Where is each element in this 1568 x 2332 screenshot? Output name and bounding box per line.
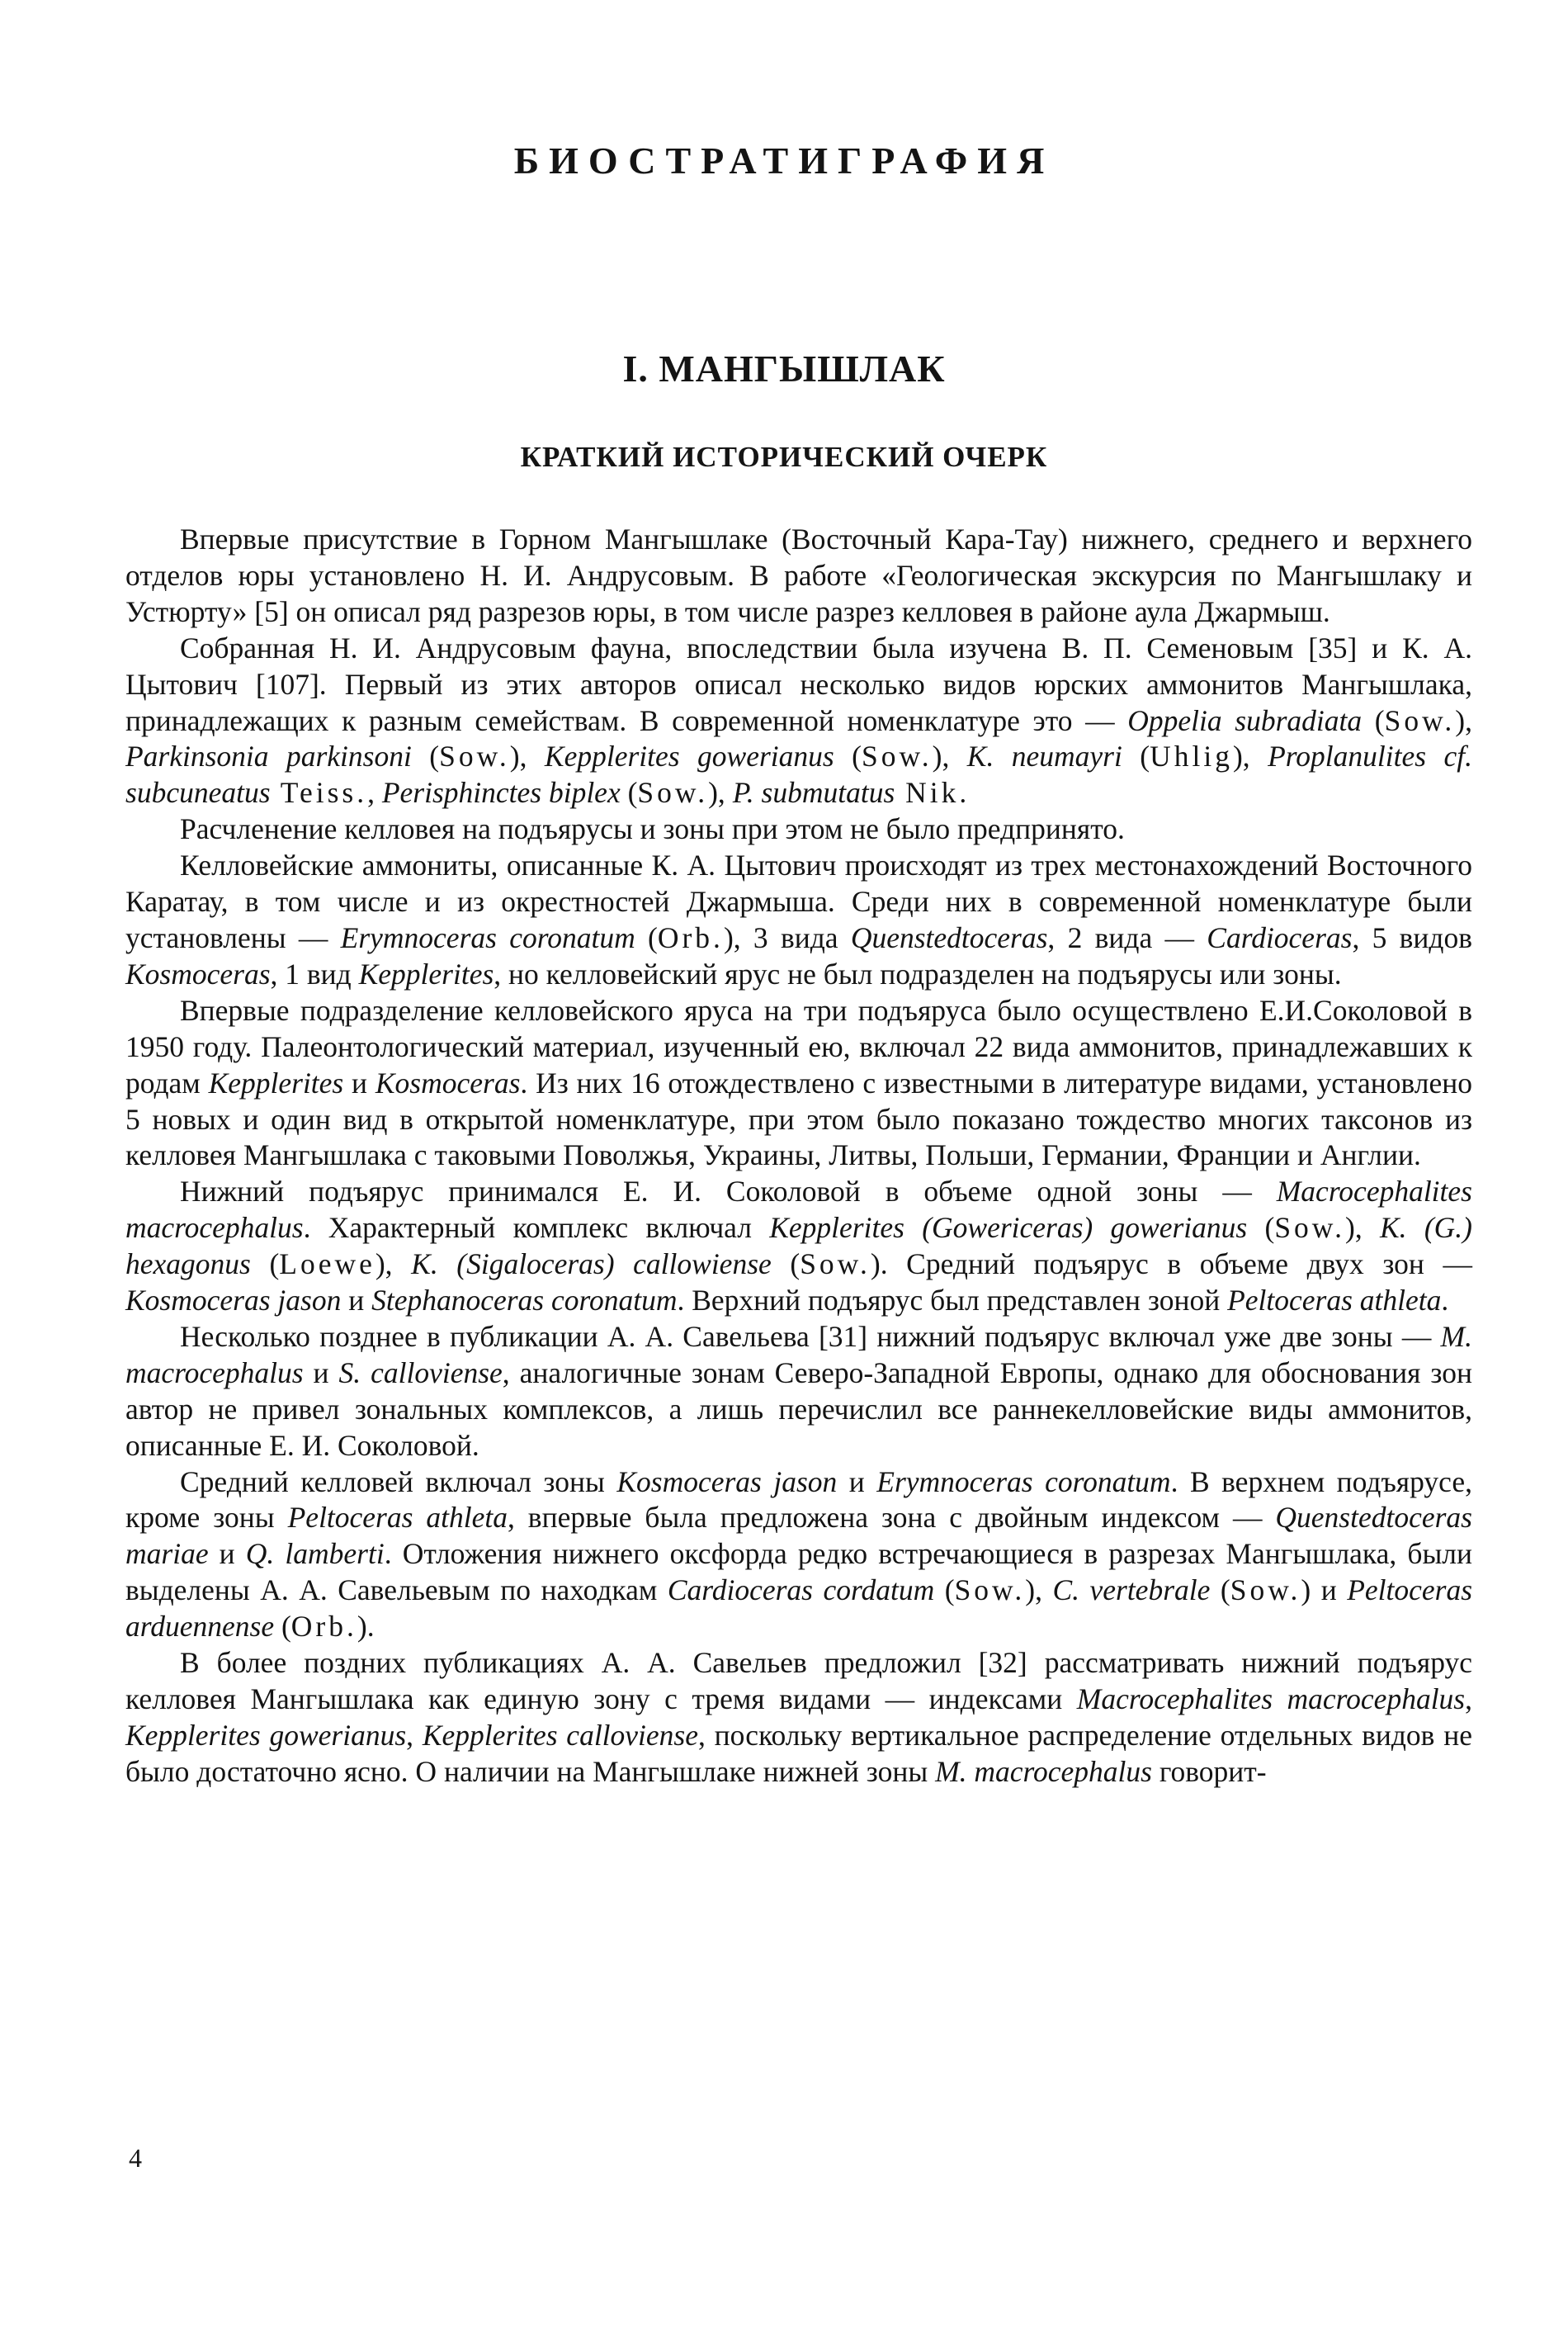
taxon-name: Peltoceras athleta [287, 1501, 508, 1535]
text-run: Келловейские аммониты, описанные К. А. Цытович происходят из трех местонахождений Восточного Каратау, в том числе и из окрестностей Джармыша. Среди них в современной номенклатуре были установлены — [125, 849, 1472, 954]
taxon-name: Erymnoceras coronatum [876, 1464, 1171, 1498]
taxon-name: Quenstedtoceras mariae [125, 1501, 1472, 1571]
author-name: Loewe [279, 1247, 375, 1281]
text-run: ), [1232, 740, 1268, 773]
text-run: ), [932, 740, 967, 773]
taxon-name: Kepplerites gowerianus [544, 740, 834, 773]
text-run: Средний келловей включал зоны [180, 1464, 617, 1498]
taxon-name: Cardioceras cordatum [667, 1573, 935, 1607]
author-name: Orb. [657, 920, 724, 954]
chapter-title: I. МАНГЫШЛАК [622, 348, 946, 390]
paragraph-5 [125, 993, 1472, 1175]
taxon-name: C. vertebrale [1052, 1573, 1211, 1607]
taxon-name: K. (Sigaloceras) callowiense [411, 1247, 772, 1281]
text-run: и [208, 1537, 246, 1571]
text-run: ), [1345, 1211, 1380, 1245]
text-run: ( [1210, 1573, 1230, 1607]
text-run: Собранная Н. И. Андрусовым фауна, впоследствии была изучена В. П. Семеновым [35] и К. А. Цытович [107]. Первый из этих авторов описал несколько видов юрских аммонитов Мангышлака, принадлежащих к разным семействам. В современной номенклатуре это — [125, 631, 1472, 737]
text-run: . Отложения нижнего оксфорда редко встречающиеся в разрезах Мангышлака, были выделены А. А. Савельевым по находкам [125, 1537, 1473, 1607]
text-run: . Из них 16 отождествлено с известными в литературе видами, установлено 5 новых и один вид в открытой номенклатуре, при этом было показано тождество многих таксонов из келловея Мангышлака с таковыми Поволжья, Украины, Литвы, Польши, Германии, Франции и Англии. [125, 1066, 1473, 1172]
text-run: ), [375, 1247, 412, 1281]
taxon-name: Kepplerites [358, 957, 494, 991]
text-run: В более поздних публикациях А. А. Савельев предложил [32] рассматривать нижний подъярус келловея Мангышлака как единую зону с тремя видами — индексами [125, 1646, 1472, 1715]
author-name: Sow. [439, 740, 510, 773]
text-run: ). Средний подъярус в объеме двух зон — [870, 1247, 1472, 1281]
taxon-name: Proplanulites cf. subcuneatus [125, 740, 1472, 810]
taxon-name: Kepplerites calloviense [422, 1718, 698, 1752]
text-run: ( [771, 1247, 801, 1281]
page-header-title: БИОСТРАТИГРАФИЯ [513, 140, 1055, 182]
text-run: говорит- [1151, 1754, 1267, 1788]
taxon-name: Oppelia subradiata [1127, 703, 1363, 737]
author-name: Sow. [800, 1247, 871, 1281]
taxon-name: P. submutatus [732, 776, 895, 810]
text-run: ( [620, 776, 638, 810]
taxon-name: Perisphinctes biplex [381, 776, 621, 810]
page-number: 4 [129, 2143, 142, 2173]
paragraph-4 [125, 848, 1472, 993]
taxon-name: Kepplerites gowerianus [125, 1718, 407, 1752]
author-name: Sow. [1274, 1211, 1346, 1245]
text-run: Впервые подразделение келловейского яруса на три подъяруса было осуществлено Е.И.Соколовой в 1950 году. Палеонтологический материал, изученный ею, включал 22 вида аммонитов, принадлежавших к родам [125, 993, 1472, 1100]
text-run: ). [357, 1610, 375, 1644]
text-run: ( [1122, 740, 1150, 773]
text-run: , [367, 776, 382, 810]
taxon-name: Kosmoceras jason [616, 1464, 838, 1498]
text-run: . [1441, 1284, 1449, 1317]
text-run: , [406, 1718, 423, 1752]
text-run: и [303, 1355, 339, 1389]
author-name: Orb. [290, 1610, 357, 1644]
text-run: ) и [1301, 1573, 1348, 1607]
text-run: . Характерный комплекс включал [303, 1211, 770, 1245]
text-run: . [959, 776, 967, 810]
author-name: Sow. [1384, 703, 1456, 737]
taxon-name: Parkinsonia parkinsoni [125, 740, 412, 773]
paragraph-7 [125, 1319, 1472, 1464]
taxon-name: Peltoceras athleta [1227, 1284, 1442, 1317]
text-run: и [837, 1464, 877, 1498]
taxon-name: M. macrocephalus [125, 1319, 1472, 1389]
paragraph-6 [125, 1174, 1472, 1319]
text-run: ( [635, 920, 658, 954]
author-name: Nik [895, 776, 960, 810]
text-run: ), [708, 776, 733, 810]
text-run: , 1 вид [270, 957, 359, 991]
taxon-name: Kosmoceras [375, 1066, 521, 1100]
section-title: КРАТКИЙ ИСТОРИЧЕСКИЙ ОЧЕРК [520, 441, 1048, 473]
text-run: ), [1455, 703, 1472, 737]
text-run: . В верхнем подъярусе, кроме зоны [125, 1464, 1472, 1535]
text-run: ( [411, 740, 440, 773]
text-run: ( [1247, 1211, 1275, 1245]
taxon-name: S. calloviense [338, 1355, 503, 1389]
taxon-name: K. (G.) hexagonus [125, 1211, 1472, 1281]
text-run: . Верхний подъярус был представлен зоной [677, 1284, 1228, 1317]
taxon-name: Erymnoceras coronatum [340, 920, 635, 954]
taxon-name: Kosmoceras jason [125, 1284, 342, 1317]
text-run: ( [1374, 703, 1385, 737]
taxon-name: M. macrocephalus [935, 1754, 1152, 1788]
taxon-name: Peltoceras arduennense [125, 1573, 1473, 1644]
text-run: ), 3 вида [723, 920, 851, 954]
taxon-name: Stephanoceras coronatum [371, 1284, 678, 1317]
text-run: , впервые была предложена зона с двойным индексом — [507, 1501, 1276, 1535]
text-run: и [341, 1284, 372, 1317]
taxon-name: Q. lamberti [245, 1537, 385, 1571]
paragraph-3: Расчленение келловея на подъярусы и зоны при этом не было предпринято. [180, 812, 1125, 846]
text-run: и [343, 1066, 375, 1100]
text-run: , 2 вида — [1047, 920, 1207, 954]
author-name: Sow. [954, 1573, 1026, 1607]
text-run: Несколько позднее в публикации А. А. Савельева [31] нижний подъярус включал уже две зоны — [180, 1319, 1441, 1353]
taxon-name: Kepplerites (Gowericeras) gowerianus [769, 1211, 1248, 1245]
paragraph-1: Впервые присутствие в Горном Мангышлаке (Восточный Кара-Тау) нижнего, среднего и верхнего отделов юры установлено Н. И. Андрусовым. В работе «Геологическая экскурсия по Мангышлаку и Устюрту» [5] он описал ряд разрезов юры, в том числе разрез келловея в районе аула Джармыш. [125, 523, 1472, 628]
taxon-name: Quenstedtoceras [850, 920, 1048, 954]
text-run: , аналогичные зонам Северо-Западной Европы, однако для обоснования зон автор не привел зональных комплексов, а лишь перечислил все раннекелловейские виды аммонитов, описанные Е. И. Соколовой. [125, 1355, 1472, 1462]
text-run: Нижний подъярус принимался Е. И. Соколовой в объеме одной зоны — [180, 1175, 1277, 1209]
text-run: ( [250, 1247, 280, 1281]
paragraph-9 [125, 1645, 1472, 1790]
text-run: ), [1025, 1573, 1053, 1607]
author-name: Sow. [861, 740, 933, 773]
text-run: , [1465, 1682, 1472, 1715]
text-run: ( [834, 740, 862, 773]
paragraph-2 [125, 631, 1472, 812]
taxon-name: Kepplerites [208, 1066, 344, 1100]
author-name: Sow. [1230, 1573, 1301, 1607]
taxon-name: Kosmoceras [125, 957, 271, 991]
taxon-name: K. neumayri [966, 740, 1122, 773]
text-run: ( [274, 1610, 291, 1644]
text-run: , поскольку вертикальное распределение отдельных видов не было достаточно ясно. О наличии на Мангышлаке нижней зоны [125, 1718, 1473, 1788]
text-run: , но келловейский ярус не был подразделен на подъярусы или зоны. [494, 957, 1342, 991]
text-run: ( [934, 1573, 955, 1607]
author-name: Uhlig [1150, 740, 1233, 773]
author-name: Sow. [637, 776, 709, 810]
taxon-name: Macrocephalites macrocephalus [1076, 1682, 1466, 1715]
taxon-name: Macrocephalites macrocephalus [125, 1175, 1472, 1245]
taxon-name: Cardioceras [1207, 920, 1353, 954]
body-text [125, 522, 1472, 1790]
author-name: Teiss. [270, 776, 368, 810]
text-run: ), [509, 740, 545, 773]
paragraph-8 [125, 1464, 1472, 1646]
text-run: , 5 видов [1352, 920, 1472, 954]
